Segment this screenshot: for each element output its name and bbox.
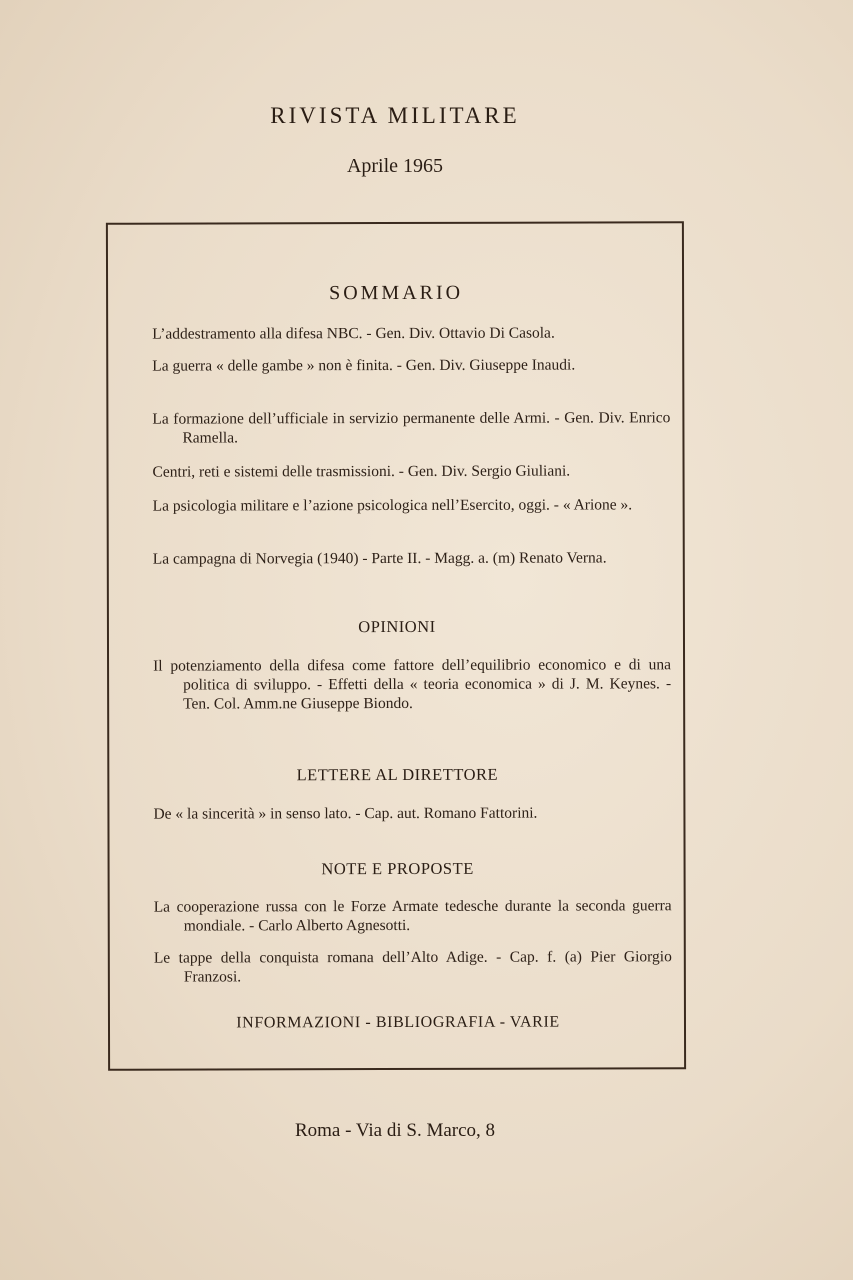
sommario-entry: Centri, reti e sistemi delle trasmissioni. - Gen. Div. Sergio Giuliani.: [152, 462, 571, 481]
sommario-heading: SOMMARIO: [329, 281, 464, 305]
sommario-entry: La guerra « delle gambe » non è finita. - Gen. Div. Giuseppe Inaudi.: [152, 356, 576, 375]
opinioni-entry: Il potenziamento della difesa come fattore dell’equilibrio economico e di una politica di sviluppo. - Effetti della « teoria economica » di J. M. Keynes. - Ten. Col. Amm.ne Giuseppe Biondo.: [153, 656, 672, 713]
note-heading: NOTE E PROPOSTE: [321, 858, 474, 879]
sections-footer: INFORMAZIONI - BIBLIOGRAFIA - VARIE: [236, 1013, 560, 1032]
sommario-entry: La psicologia militare e l’azione psicologica nell’Esercito, oggi. - « Arione ».: [152, 496, 633, 515]
opinioni-heading: OPINIONI: [358, 616, 436, 637]
note-entry: Le tappe della conquista romana dell’Alto Adige. - Cap. f. (a) Pier Giorgio Franzosi.: [153, 948, 672, 986]
sommario-entry: La campagna di Norvegia (1940) - Parte II. - Magg. a. (m) Renato Verna.: [152, 549, 607, 568]
issue-date: Aprile 1965: [346, 155, 444, 177]
sommario-entry: La formazione dell’ufficiale in servizio permanente delle Armi. - Gen. Div. Enrico Ramella.: [152, 409, 671, 447]
contents-frame: [106, 221, 686, 1071]
lettere-entry: De « la sincerità » in senso lato. - Cap. aut. Romano Fattorini.: [153, 804, 538, 823]
lettere-heading: LETTERE AL DIRETTORE: [296, 764, 499, 785]
note-entry: La cooperazione russa con le Forze Armate tedesche durante la seconda guerra mondiale. - Carlo Alberto Agnesotti.: [153, 897, 672, 935]
sommario-entry: L’addestramento alla difesa NBC. - Gen. Div. Ottavio Di Casola.: [152, 324, 555, 343]
magazine-title: RIVISTA MILITARE: [270, 103, 520, 128]
publisher-address: Roma - Via di S. Marco, 8: [294, 1120, 496, 1141]
